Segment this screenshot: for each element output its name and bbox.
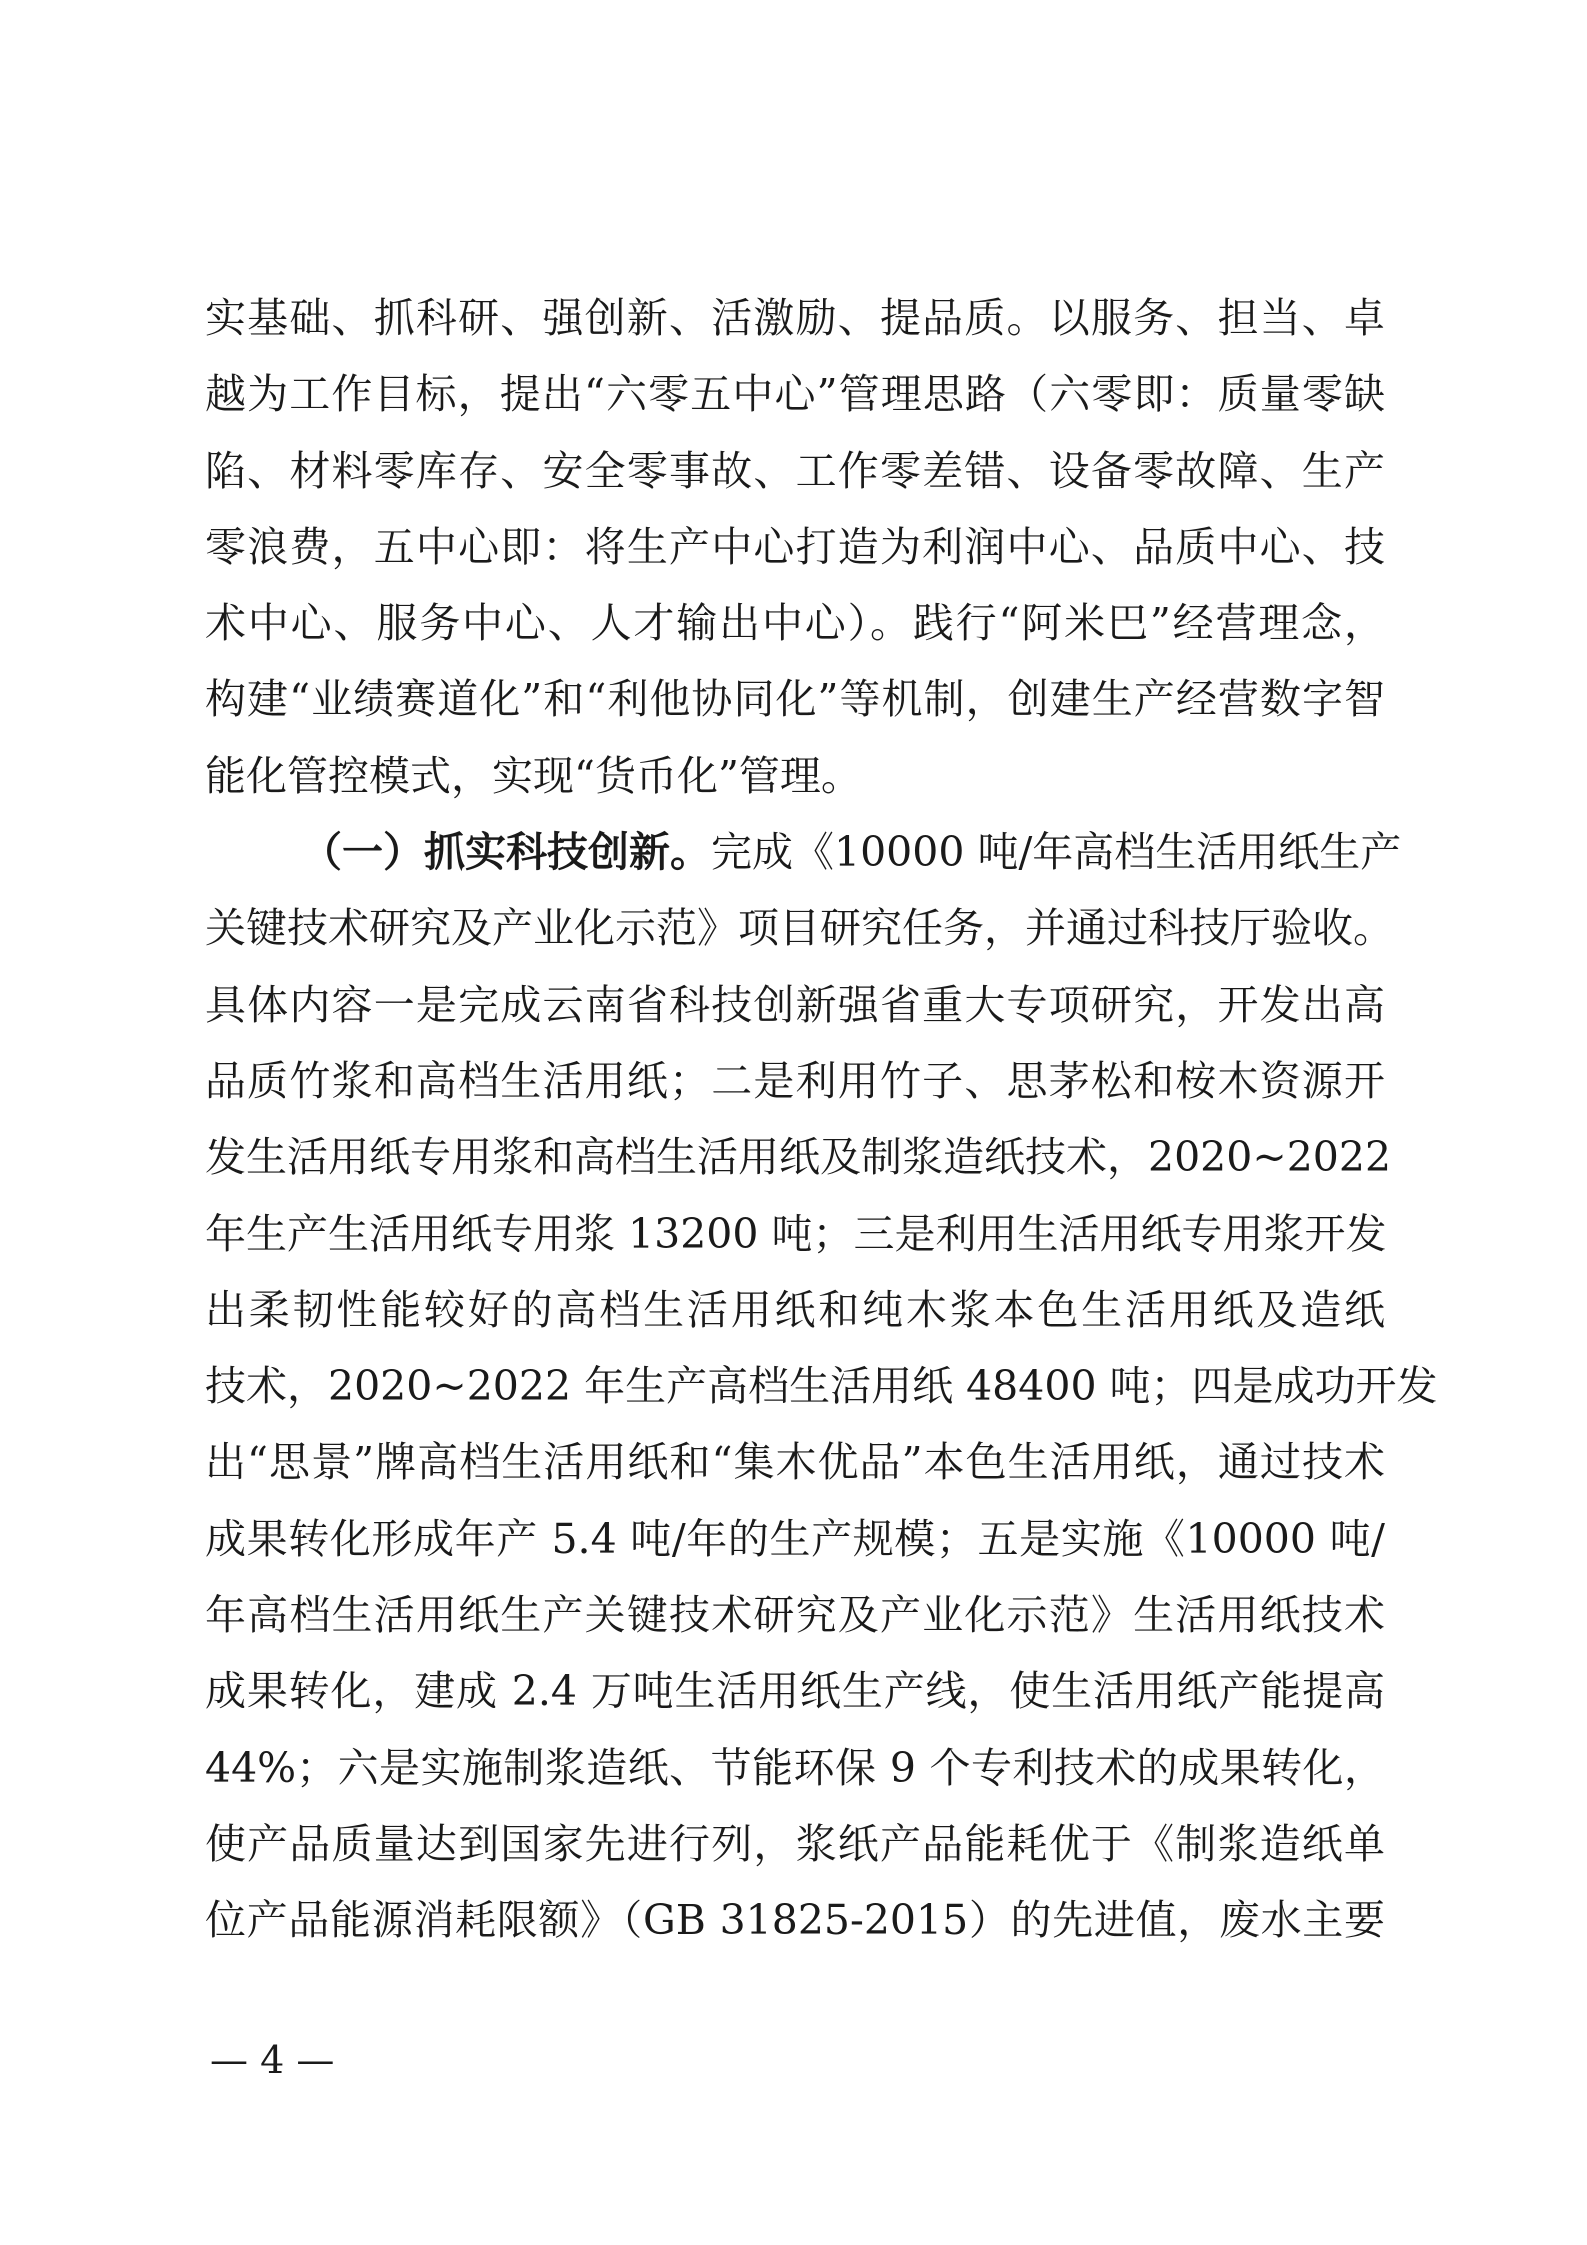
text-line: 使产品质量达到国家先进行列，浆纸产品能耗优于《制浆造纸单 xyxy=(205,1819,1385,1868)
text-line: 出柔韧性能较好的高档生活用纸和纯木浆本色生活用纸及造纸 xyxy=(205,1285,1385,1334)
text-line: 陷、材料零库存、安全零事故、工作零差错、设备零故障、生产 xyxy=(205,446,1385,495)
text-line: 位产品能源消耗限额》（GB 31825-2015）的先进值，废水主要 xyxy=(205,1896,1385,1945)
text-line: 发生活用纸专用浆和高档生活用纸及制浆造纸技术，2020~2022 xyxy=(205,1133,1392,1182)
text-line: 品质竹浆和高档生活用纸；二是利用竹子、思茅松和桉木资源开 xyxy=(205,1056,1385,1105)
text-line: 年高档生活用纸生产关键技术研究及产业化示范》生活用纸技术 xyxy=(205,1591,1385,1640)
text-line: 术中心、服务中心、人才输出中心）。践行“阿米巴”经营理念， xyxy=(205,599,1385,648)
text-line: 越为工作目标，提出“六零五中心”管理思路（六零即：质量零缺 xyxy=(205,370,1385,419)
text-line: 能化管控模式，实现“货币化”管理。 xyxy=(205,751,862,800)
text-line: 成果转化，建成 2.4 万吨生活用纸生产线，使生活用纸产能提高 xyxy=(205,1667,1385,1716)
text-line: 实基础、抓科研、强创新、活激励、提品质。以服务、担当、卓 xyxy=(205,294,1385,342)
text-line: 年生产生活用纸专用浆 13200 吨；三是利用生活用纸专用浆开发 xyxy=(205,1209,1387,1258)
section-first-line xyxy=(205,814,1402,890)
paragraph-section-1 xyxy=(205,814,1438,1958)
section-heading: （一）抓实科技创新。 xyxy=(301,828,711,877)
text-line: 构建“业绩赛道化”和“利他协同化”等机制，创建生产经营数字智 xyxy=(205,675,1385,724)
text-line: 技术，2020~2022 年生产高档生活用纸 48400 吨；四是成功开发 xyxy=(205,1362,1438,1411)
text-line: 零浪费，五中心即：将生产中心打造为利润中心、品质中心、技 xyxy=(205,522,1385,571)
text-line: 成果转化形成年产 5.4 吨/年的生产规模；五是实施《10000 吨/ xyxy=(205,1514,1385,1563)
text-line: 关键技术研究及产业化示范》项目研究任务，并通过科技厅验收。 xyxy=(205,904,1394,953)
text-line: 44%；六是实施制浆造纸、节能环保 9 个专利技术的成果转化， xyxy=(205,1743,1385,1792)
body-text xyxy=(205,280,1438,1959)
text-line: 具体内容一是完成云南省科技创新强省重大专项研究，开发出高 xyxy=(205,980,1385,1029)
page-number: — 4 — xyxy=(210,2038,335,2082)
paragraph-continuation xyxy=(205,280,1385,814)
section-first-line-text: 完成《10000 吨/年高档生活用纸生产 xyxy=(711,828,1402,877)
text-line: 出“思景”牌高档生活用纸和“集木优品”本色生活用纸，通过技术 xyxy=(205,1438,1385,1487)
